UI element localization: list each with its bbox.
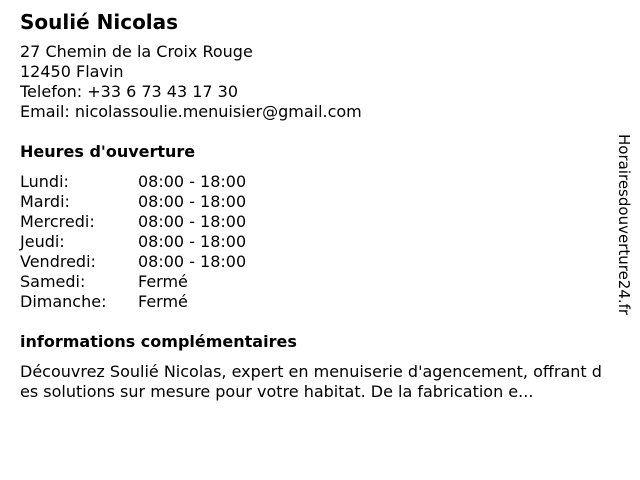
phone-line: Telefon: +33 6 73 43 17 30 [20,82,239,101]
address-street: 27 Chemin de la Croix Rouge [20,42,253,61]
day-label: Dimanche: [20,292,107,311]
site-watermark [614,134,634,374]
additional-info-heading: informations complémentaires [20,332,297,351]
time-value: 08:00 - 18:00 [138,252,247,271]
hours-row-friday [20,252,620,272]
day-label: Vendredi: [20,252,96,271]
contact-block [20,42,620,122]
site-watermark-text: Horairesdouverture24.fr [615,134,633,316]
hours-row-monday [20,172,620,192]
time-value: Fermé [138,272,188,291]
time-value: 08:00 - 18:00 [138,212,247,231]
day-label: Mercredi: [20,212,95,231]
address-city: 12450 Flavin [20,62,124,81]
hours-row-sunday [20,292,620,312]
time-value: 08:00 - 18:00 [138,192,247,211]
business-card [20,10,620,402]
hours-row-thursday [20,232,620,252]
time-value: 08:00 - 18:00 [138,172,247,191]
opening-hours-heading: Heures d'ouverture [20,142,196,161]
time-value: Fermé [138,292,188,311]
day-label: Lundi: [20,172,69,191]
hours-row-wednesday [20,212,620,232]
business-name: Soulié Nicolas [20,10,179,34]
hours-row-saturday [20,272,620,292]
day-label: Jeudi: [20,232,65,251]
day-label: Mardi: [20,192,70,211]
time-value: 08:00 - 18:00 [138,232,247,251]
email-line: Email: nicolassoulie.menuisier@gmail.com [20,102,362,121]
day-label: Samedi: [20,272,86,291]
additional-info-text: Découvrez Soulié Nicolas, expert en menuiserie d'agencement, offrant des solutions sur mesure pour votre habitat. De la fabrication e... [20,362,602,401]
hours-row-tuesday [20,192,620,212]
opening-hours-table [20,172,620,312]
